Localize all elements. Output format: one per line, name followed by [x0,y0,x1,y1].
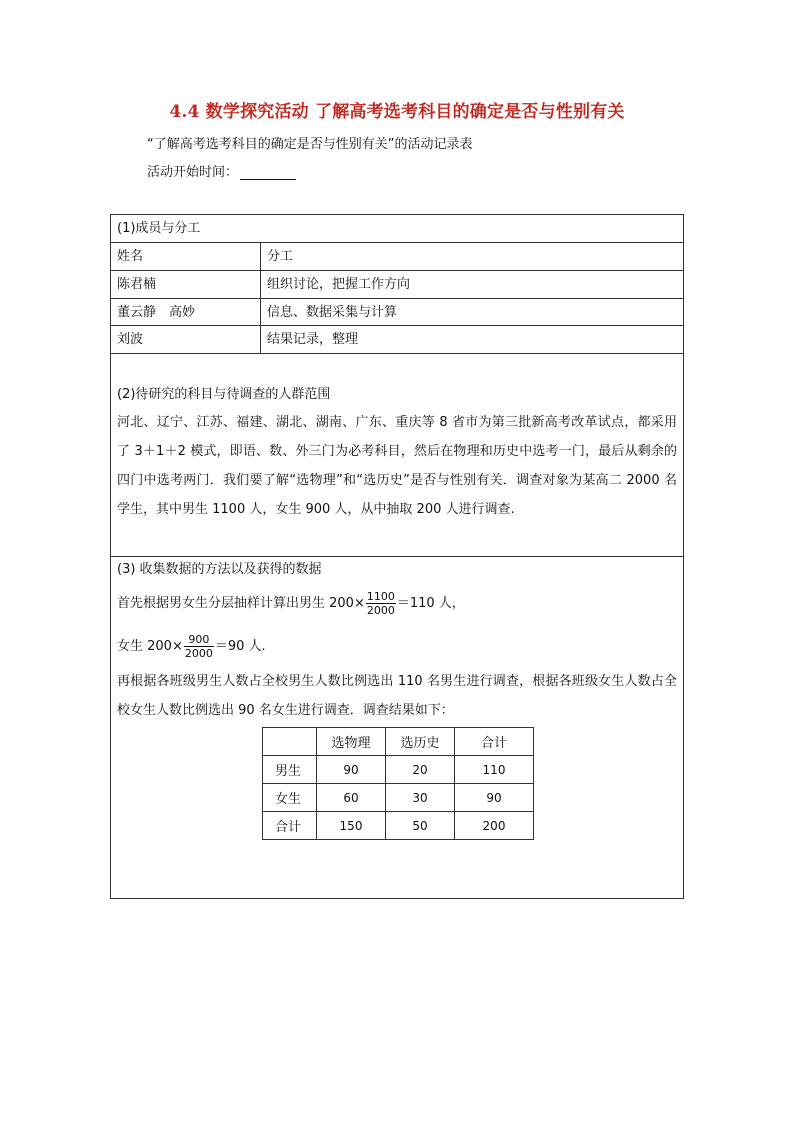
fraction-numerator: 1100 [366,590,395,603]
table-cell: 90 [455,784,534,812]
member-row [111,299,683,326]
table-row-label: 女生 [263,784,317,812]
section3-body: 再根据各班级男生人数占全校男生人数比例选出 110 名男生进行调查，根据各班级女生人数占全校女生人数比例选出 90 名女生进行调查．调查结果如下： [117,674,677,718]
table-row-label: 合计 [263,812,317,840]
table-row [263,784,534,812]
start-time-line [147,161,296,180]
table-header-cell: 合计 [455,728,534,756]
table-header-row [263,728,534,756]
survey-result-table [262,727,534,840]
table-row [263,812,534,840]
table-cell: 30 [386,784,455,812]
record-sheet-subtitle: “了解高考选考科目的确定是否与性别有关”的活动记录表 [147,137,473,152]
section2-row [111,354,683,557]
section2-heading: (2)待研究的科目与待调查的人群范围 [117,387,331,402]
fraction-numerator: 900 [184,633,214,647]
table-cell: 60 [317,784,386,812]
start-time-blank [240,165,296,180]
table-header-cell: 选物理 [317,728,386,756]
member-row [111,326,683,354]
line1-prefix: 首先根据男女生分层抽样计算出男生 200× [117,596,365,611]
table-header-cell: 选历史 [386,728,455,756]
table-cell [263,728,317,756]
fraction-denominator: 2000 [366,604,395,617]
section1-heading: (1)成员与分工 [117,221,201,236]
line2-prefix: 女生 200× [117,639,183,654]
section3-line1 [117,581,677,627]
table-cell: 110 [455,756,534,784]
member-role: 信息、数据采集与计算 [267,305,398,320]
table-cell: 50 [386,812,455,840]
member-role: 结果记录，整理 [267,332,359,347]
male-fraction [366,590,396,617]
table-cell: 20 [386,756,455,784]
member-name: 陈君楠 [111,271,261,298]
table-cell: 150 [317,812,386,840]
table-row-label: 男生 [263,756,317,784]
line2-suffix: ＝90 人. [214,639,266,654]
activity-record-table [110,214,684,899]
section3-heading: (3) 收集数据的方法以及获得的数据 [117,562,322,577]
member-role: 组织讨论，把握工作方向 [267,277,411,292]
role-column-header: 分工 [267,249,294,264]
members-header-row [111,243,683,271]
section3-content [111,559,683,725]
member-name: 董云静 高妙 [111,299,261,325]
member-name: 刘波 [111,326,261,353]
section2-body: 河北、辽宁、江苏、福建、湖北、湖南、广东、重庆等 8 省市为第三批新高考改革试点，都采用了 3＋1＋2 模式，即语、数、外三门为必考科目，然后在物理和历史中选考一门，最后从剩余的四门中选考两门．我们要了解“选物理”和“选历史”是否与性别有关．调查对象为某高二 2000 名学生，其中男生 1100 人，女生 900 人，从中抽取 200 人进行调查. [117,415,677,517]
start-time-label: 活动开始时间： [147,165,239,180]
table-row [263,756,534,784]
section1-heading-row [111,215,683,243]
page-title: 4.4 数学探究活动 了解高考选考科目的确定是否与性别有关 [169,102,625,122]
section2-content [111,382,683,524]
member-row [111,271,683,299]
table-cell: 90 [317,756,386,784]
fraction-denominator: 2000 [184,647,213,660]
table-cell: 200 [455,812,534,840]
name-column-header: 姓名 [111,243,261,270]
section3-line2 [117,627,677,667]
female-fraction [184,633,214,660]
line1-suffix: ＝110 人， [396,596,465,611]
